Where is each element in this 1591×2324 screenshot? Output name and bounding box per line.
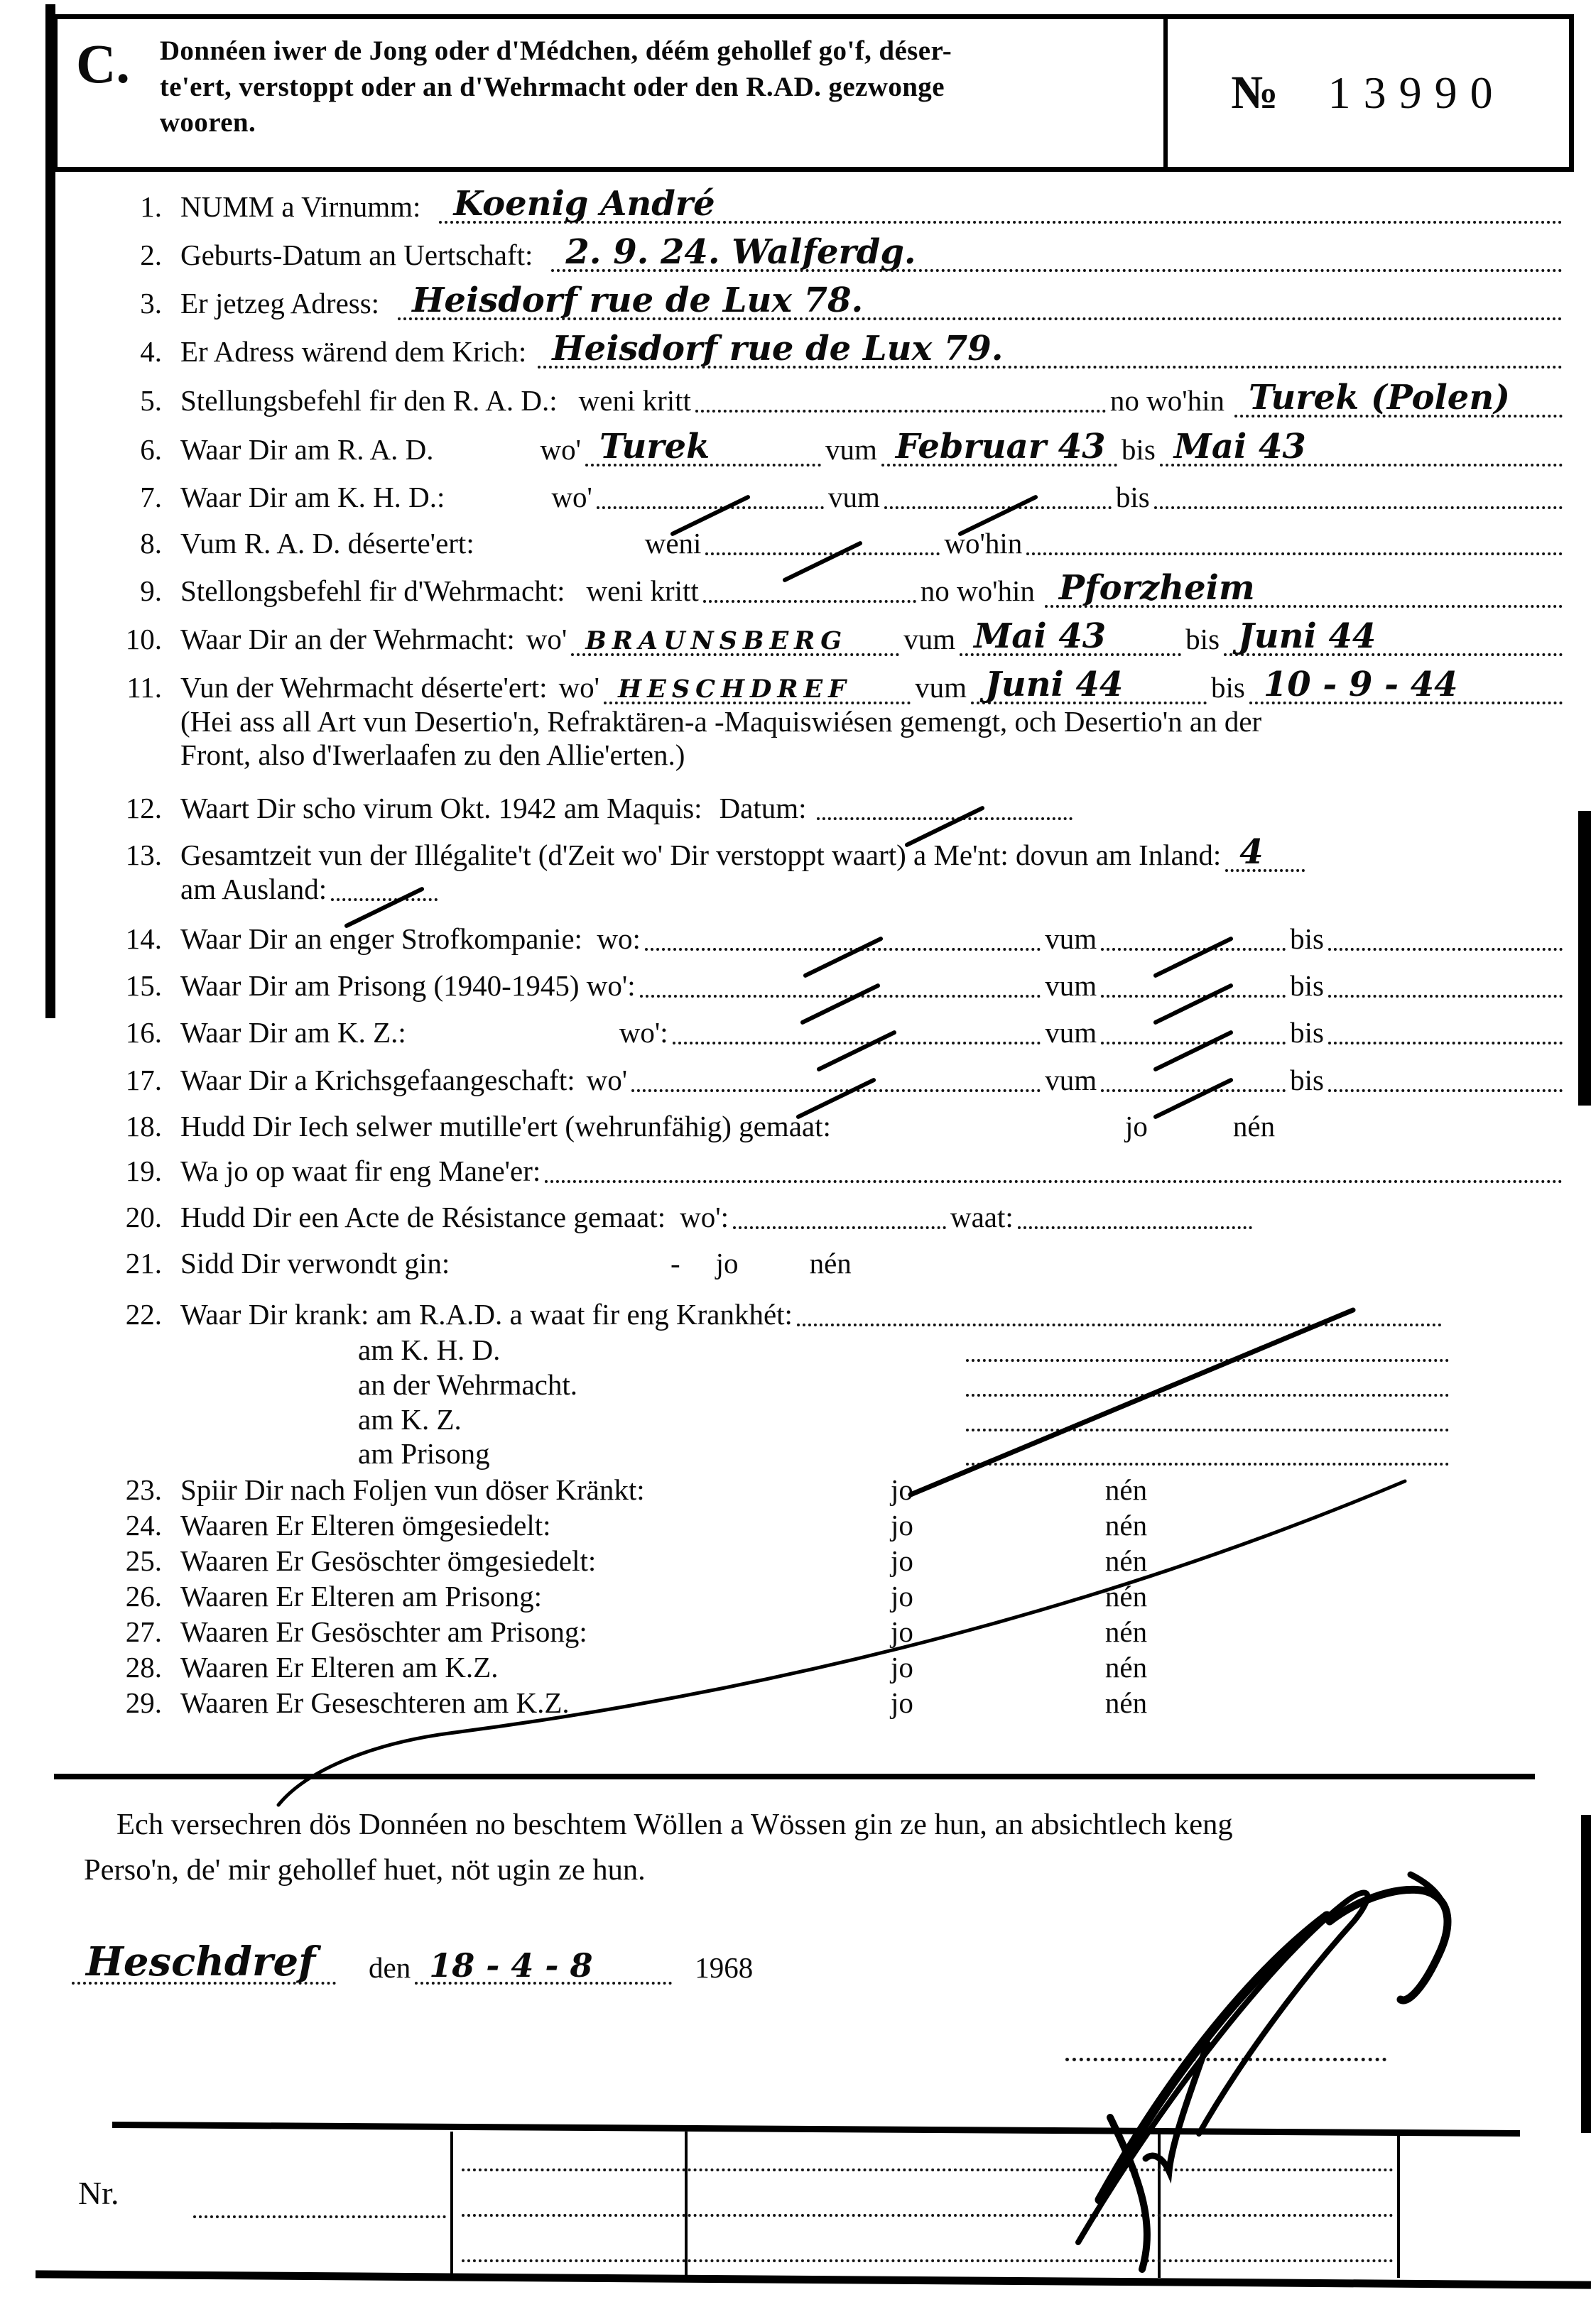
form-line [107, 1147, 1567, 1192]
line-content [180, 1436, 1567, 1471]
printed-label: Waar Dir am Prisong (1940-1945) wo': [180, 969, 636, 1002]
printed-label: am Prisong [358, 1437, 490, 1470]
section-divider-rule [54, 1774, 1535, 1779]
printed-label: wo' [526, 623, 568, 655]
line-content [180, 1402, 1567, 1436]
printed-label: vum [1045, 969, 1097, 1002]
dotted-blank [1328, 1082, 1563, 1092]
form-line [107, 829, 1567, 876]
line-content [180, 1154, 1567, 1188]
dotted-blank [733, 1219, 946, 1229]
dotted-blank-crossed-out [884, 499, 1112, 509]
footer-table-vline-4 [1397, 2132, 1400, 2278]
printed-label: Wa jo op waat fir eng Mane'er: [180, 1155, 541, 1187]
printed-label: nén [1104, 1580, 1148, 1613]
line-content [180, 1579, 1567, 1613]
question-number: 11. [126, 671, 162, 704]
handwritten-entry: Turek [585, 430, 821, 467]
printed-label: an der Wehrmacht. [358, 1368, 578, 1401]
question-number: 22. [125, 1298, 162, 1331]
footer-dotted-row-1 [462, 2168, 1394, 2171]
handwritten-date: 18 - 4 - 8 [415, 1949, 672, 1985]
line-content [180, 1297, 1567, 1331]
printed-label: Waar Dir an enger Strofkompanie: wo: [180, 922, 641, 955]
footer-dotted-nr [193, 2215, 446, 2218]
question-number: 14. [125, 922, 162, 955]
printed-label: jo [715, 1247, 739, 1280]
printed-label: bis [1210, 671, 1245, 704]
line-content [180, 1109, 1567, 1143]
printed-label: Hudd Dir een Acte de Résistance gemaat: [180, 1201, 666, 1233]
line-content [180, 969, 1567, 1003]
printed-label: bis [1290, 969, 1324, 1002]
printed-label: jo [891, 1651, 913, 1684]
dotted-blank-crossed-out [705, 545, 940, 555]
dotted-blank [966, 1422, 1449, 1431]
printed-label: Waaren Er Gesöschter am Prisong: [180, 1615, 587, 1648]
printed-label: wo' [551, 481, 592, 513]
form-line [107, 738, 1567, 776]
question-number: 23. [125, 1473, 162, 1506]
printed-label: bis [1185, 623, 1220, 655]
form-line [107, 1511, 1567, 1546]
header-title-line-1: Donnéen iwer de Jong oder d'Médchen, déém gehollef go'f, déser- [159, 36, 952, 66]
printed-label: wo': [680, 1201, 729, 1233]
question-number: 10. [125, 623, 162, 655]
printed-label: vum [903, 623, 956, 655]
numero-sign: № [1231, 67, 1278, 119]
printed-label: wo' [540, 433, 582, 466]
dotted-blank-crossed-out [631, 1082, 1041, 1092]
printed-label: NUMM a Virnumm: [180, 190, 421, 223]
question-number: 21. [125, 1247, 162, 1280]
form-line [107, 324, 1567, 373]
dotted-blank-crossed-out [597, 499, 824, 509]
printed-label: Stellungsbefehl fir den R. A. D.: [180, 384, 558, 417]
printed-label: vum [915, 671, 967, 704]
printed-label: Waaren Er Geseschteren am K.Z. [180, 1686, 570, 1719]
line-content [180, 791, 1567, 825]
printed-label: nén [1104, 1615, 1148, 1648]
handwritten-entry: 4 [1225, 835, 1305, 872]
printed-label: Datum: [719, 792, 807, 824]
scan-artifact-right-bar-1 [1578, 811, 1591, 1106]
printed-label: nén [1104, 1509, 1148, 1542]
form-line [107, 471, 1567, 518]
date-label: den [369, 1951, 411, 1984]
printed-label: Front, also d'Iwerlaafen zu den Allie'erten.) [180, 738, 685, 771]
signature-scrawl [1078, 1875, 1448, 2269]
line-content [180, 1200, 1567, 1234]
printed-label: jo [891, 1615, 913, 1648]
header-title-line-3: wooren. [159, 107, 256, 138]
dotted-blank [966, 1352, 1449, 1362]
handwritten-entry: Februar 43 [881, 430, 1117, 467]
printed-label: wo'hin [944, 527, 1023, 560]
question-number: 8. [140, 527, 162, 560]
line-content [180, 616, 1567, 656]
footer-dotted-row-3 [462, 2259, 1394, 2262]
question-number: 1. [140, 190, 162, 223]
signature-line [1065, 2029, 1386, 2061]
question-number: 18. [125, 1110, 162, 1142]
form-line [107, 1475, 1567, 1511]
form-line [107, 181, 1567, 228]
printed-label: Waaren Er Elteren ömgesiedelt: [180, 1509, 551, 1542]
printed-label: Er jetzeg Adress: [180, 287, 380, 320]
line-content [180, 378, 1567, 418]
dotted-blank-crossed-out [1101, 941, 1286, 951]
line-content [180, 1333, 1567, 1367]
line-content [180, 526, 1567, 560]
form-line [107, 1101, 1567, 1147]
printed-label: bis [1115, 481, 1150, 513]
form-line [107, 276, 1567, 324]
printed-label: nén [809, 1247, 852, 1280]
printed-label: am K. Z. [358, 1403, 462, 1436]
footer-table-vline-2 [685, 2132, 688, 2278]
dotted-blank [1026, 545, 1563, 555]
handwritten-entry: 10 - 9 - 44 [1249, 667, 1563, 704]
question-number: 7. [140, 481, 162, 513]
line-content [180, 232, 1567, 272]
dotted-blank-crossed-out [645, 941, 1041, 951]
dotted-blank [703, 593, 916, 603]
form-line [107, 1403, 1567, 1441]
line-content [180, 568, 1567, 608]
printed-label: Geburts-Datum an Uertschaft: [180, 239, 533, 271]
line-content [180, 667, 1567, 704]
line-content [180, 480, 1567, 514]
printed-label: jo [891, 1544, 913, 1577]
handwritten-entry: Juni 44 [1224, 619, 1563, 656]
dotted-blank-crossed-out [331, 891, 438, 901]
line-content [180, 922, 1567, 956]
line-content [180, 1015, 1567, 1049]
question-number: 25. [125, 1544, 162, 1577]
question-number: 9. [140, 574, 162, 607]
printed-label: wo' [586, 1064, 628, 1096]
handwritten-entry: 2. 9. 24. Walferdg. [551, 235, 1563, 272]
printed-label: vum [827, 481, 880, 513]
form-line [107, 776, 1567, 829]
printed-label: am Ausland: [180, 873, 327, 905]
printed-label: Waaren Er Elteren am Prisong: [180, 1580, 543, 1613]
form-line [107, 910, 1567, 960]
handwritten-entry: Heisdorf rue de Lux 78. [398, 283, 1563, 320]
printed-label: jo [891, 1580, 913, 1613]
printed-label: nén [1232, 1110, 1276, 1142]
form-line [107, 228, 1567, 276]
declaration-line-1: Ech versechren dös Donnéen no beschtem Wöllen a Wössen gin ze hun, an absichtlech keng [116, 1808, 1233, 1841]
handwritten-entry: Pforzheim [1045, 571, 1563, 608]
dotted-blank [1328, 941, 1563, 951]
form-line [107, 1617, 1567, 1653]
printed-label: vum [1045, 1016, 1097, 1049]
printed-label: Sidd Dir verwondt gin: [180, 1247, 450, 1280]
printed-label: waat: [950, 1201, 1014, 1233]
printed-label: Waar Dir krank: am R.A.D. a waat fir eng Krankhét: [180, 1298, 793, 1331]
dotted-blank [1154, 499, 1563, 509]
footer-dotted-row-2 [462, 2214, 1394, 2217]
dotted-blank [1018, 1219, 1252, 1229]
question-number: 4. [140, 335, 162, 368]
question-number: 28. [125, 1651, 162, 1684]
line-content [180, 738, 1567, 772]
footer-table-vline-3 [1158, 2132, 1161, 2278]
line-content [180, 872, 1567, 906]
place-date-row [67, 1938, 754, 1985]
handwritten-entry: Turek (Polen) [1234, 381, 1563, 418]
question-number: 26. [125, 1580, 162, 1613]
printed-label: Waart Dir scho virum Okt. 1942 am Maquis: [180, 792, 702, 824]
question-number: 20. [125, 1201, 162, 1233]
form-line [107, 1238, 1567, 1284]
printed-label: no wo'hin [1109, 384, 1225, 417]
printed-label: jo [891, 1473, 913, 1506]
form-line [107, 1546, 1567, 1582]
line-content [180, 329, 1567, 369]
printed-label: Waaren Er Elteren am K.Z. [180, 1651, 499, 1684]
printed-label: jo [1125, 1110, 1148, 1142]
printed-label: bis [1290, 1064, 1324, 1096]
header-title [160, 33, 966, 167]
line-content [180, 1246, 1567, 1280]
question-number: 12. [125, 792, 162, 824]
question-number: 16. [125, 1016, 162, 1049]
line-content [180, 1473, 1567, 1507]
declaration-line-2: Perso'n, de' mir gehollef huet, nöt ugin ze hun. [84, 1853, 646, 1887]
line-content [180, 832, 1567, 872]
printed-label: Waaren Er Gesöschter ömgesiedelt: [180, 1544, 597, 1577]
form-line [107, 1653, 1567, 1689]
printed-label: - [670, 1247, 680, 1280]
form-line [107, 518, 1567, 564]
printed-year: 1968 [695, 1951, 754, 1984]
line-content [180, 1650, 1567, 1684]
printed-label: Er Adress wärend dem Krich: [180, 335, 527, 368]
dotted-blank [1328, 1035, 1563, 1044]
header-left-cell [58, 19, 1163, 167]
form-line [107, 1686, 1567, 1724]
question-number: 5. [140, 384, 162, 417]
printed-label: weni [644, 527, 702, 560]
line-content [180, 184, 1567, 224]
header-title-line-2: te'ert, verstoppt oder an d'Wehrmacht oder den R.AD. gezwonge [159, 71, 945, 102]
nr-label: Nr. [78, 2175, 119, 2211]
printed-label: jo [891, 1509, 913, 1542]
declaration-paragraph [84, 1802, 1561, 1893]
handwritten-entry: Heisdorf rue de Lux 79. [538, 332, 1563, 369]
question-lines [107, 181, 1567, 1724]
printed-label: Waar Dir an der Wehrmacht: [180, 623, 515, 655]
question-number: 17. [125, 1064, 162, 1096]
dotted-blank [1328, 988, 1563, 998]
printed-label: am K. H. D. [358, 1333, 501, 1366]
printed-label: vum [825, 433, 877, 466]
printed-label: vum [1045, 922, 1097, 955]
printed-label: vum [1045, 1064, 1097, 1096]
question-number: 2. [140, 239, 162, 271]
dotted-blank [966, 1387, 1449, 1397]
dotted-blank-crossed-out [640, 988, 1041, 998]
printed-label: wo' [558, 671, 600, 704]
line-content [180, 1508, 1567, 1542]
dotted-blank-crossed-out [673, 1035, 1041, 1044]
form-line [107, 422, 1567, 471]
dotted-blank [966, 1456, 1449, 1466]
handwritten-entry: Koenig André [439, 187, 1563, 224]
handwritten-entry: Mai 43 [1160, 430, 1563, 467]
form-line [107, 660, 1567, 709]
question-number: 27. [125, 1615, 162, 1648]
printed-label: jo [891, 1686, 913, 1719]
dotted-blank-crossed-out [1101, 1035, 1286, 1044]
form-line [107, 1192, 1567, 1238]
printed-label: Gesamtzeit vun der Illégalite't (d'Zeit wo' Dir verstoppt waart) a Me'nt: dovun am Inland: [180, 839, 1222, 871]
footer-table-vline-1 [450, 2132, 453, 2278]
line-content [180, 1063, 1567, 1097]
form-line [107, 1582, 1567, 1617]
question-number: 24. [125, 1509, 162, 1542]
form-line [107, 564, 1567, 612]
printed-label: nén [1104, 1651, 1148, 1684]
serial-number-value: 13990 [1327, 67, 1506, 118]
handwritten-entry: BRAUNSBERG [571, 628, 899, 656]
form-line [107, 1368, 1567, 1406]
printed-label: bis [1290, 1016, 1324, 1049]
printed-label: Waar Dir a Krichsgefaangeschaft: [180, 1064, 575, 1096]
footer-table-top-border [112, 2122, 1520, 2137]
form-line [107, 1284, 1567, 1336]
dotted-blank-crossed-out [1101, 1082, 1286, 1092]
form-line [107, 960, 1567, 1007]
printed-label: no wo'hin [920, 574, 1035, 607]
handwritten-place: Heschdref [72, 1942, 336, 1985]
form-line [107, 373, 1567, 422]
form-line [107, 1333, 1567, 1371]
question-number: 15. [125, 969, 162, 1002]
scan-artifact-right-bar-2 [1581, 1815, 1591, 2133]
printed-label: bis [1290, 922, 1324, 955]
printed-label: Waar Dir am R. A. D. [180, 433, 434, 466]
header-box [53, 14, 1574, 172]
line-content [180, 704, 1567, 738]
printed-label: bis [1121, 433, 1156, 466]
printed-label: weni kritt [586, 574, 699, 607]
dotted-blank [797, 1316, 1442, 1326]
printed-label: Vum R. A. D. déserte'ert: [180, 527, 474, 560]
printed-label: (Hei ass all Art vun Desertio'n, Refraktären-a -Maquiswiésen gemengt, och Desertio'n an der [180, 705, 1262, 738]
footer-table-bottom-border [36, 2270, 1591, 2288]
section-letter: C. [76, 33, 130, 94]
line-content [180, 427, 1567, 467]
form-line [107, 873, 1567, 910]
line-content [180, 1544, 1567, 1578]
form-line [107, 1007, 1567, 1054]
printed-label: nén [1104, 1473, 1148, 1506]
dotted-blank-crossed-out [817, 810, 1073, 820]
printed-label: Hudd Dir Iech selwer mutille'ert (wehrunfähig) gemaat: [180, 1110, 831, 1142]
dotted-blank [695, 403, 1106, 413]
question-number: 19. [125, 1155, 162, 1187]
handwritten-entry: HESCHDREF [604, 677, 911, 704]
form-line [107, 1437, 1567, 1475]
printed-label: nén [1104, 1544, 1148, 1577]
line-content [180, 1686, 1567, 1720]
line-content [180, 1615, 1567, 1649]
question-number: 3. [140, 287, 162, 320]
dotted-blank-crossed-out [1101, 988, 1286, 998]
printed-label: Waar Dir am K. H. D.: [180, 481, 445, 513]
printed-label: wo': [619, 1016, 668, 1049]
printed-label: weni kritt [578, 384, 691, 417]
printed-label: Spiir Dir nach Foljen vun döser Kränkt: [180, 1473, 645, 1506]
question-number: 29. [125, 1686, 162, 1719]
dotted-blank [545, 1173, 1563, 1183]
line-content [180, 280, 1567, 320]
serial-number-cell [1163, 19, 1569, 167]
handwritten-entry: Juni 44 [971, 667, 1207, 704]
form-line [107, 612, 1567, 660]
question-number: 13. [125, 839, 162, 871]
question-number: 6. [140, 433, 162, 466]
printed-label: Waar Dir am K. Z.: [180, 1016, 406, 1049]
printed-label: nén [1104, 1686, 1148, 1719]
line-content [180, 1368, 1567, 1402]
printed-label: Stellongsbefehl fir d'Wehrmacht: [180, 574, 565, 607]
printed-label: Vun der Wehrmacht déserte'ert: [180, 671, 548, 704]
handwritten-entry: Mai 43 [960, 619, 1181, 656]
